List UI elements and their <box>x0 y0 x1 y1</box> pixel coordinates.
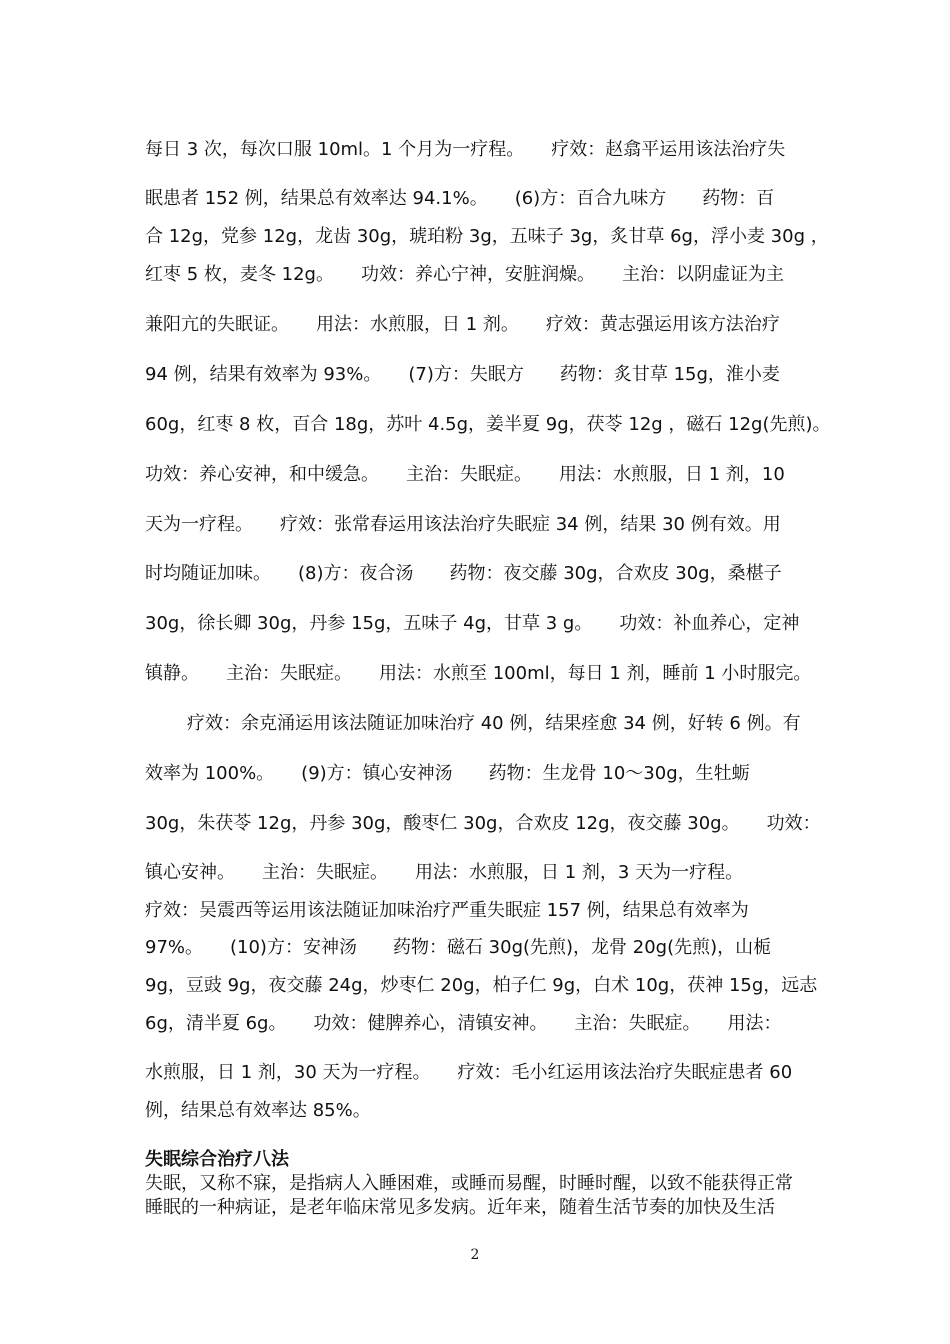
text-line: 疗效：余克涌运用该法随证加味治疗 40 例，结果痊愈 34 例，好转 6 例。有 <box>187 713 801 734</box>
text-line: 97%。 (10)方：安神汤 药物：磁石 30g(先煎)，龙骨 20g(先煎)，山栀 <box>145 937 772 958</box>
text-line: 每日 3 次，每次口服 10ml。1 个月为一疗程。 疗效：赵翕平运用该法治疗失 <box>145 139 786 160</box>
text-line: 效率为 100%。 (9)方：镇心安神汤 药物：生龙骨 10～30g，生牡蛎 <box>145 763 750 784</box>
text-line: 功效：养心安神，和中缓急。 主治：失眠症。 用法：水煎服，日 1 剂，10 <box>145 464 785 485</box>
text-line: 合 12g，党参 12g，龙齿 30g，琥珀粉 3g，五味子 3g，炙甘草 6g，浮小麦 30g ， <box>145 226 829 247</box>
text-line: 30g，徐长卿 30g，丹参 15g，五味子 4g，甘草 3 g。 功效：补血养心，定神 <box>145 613 800 634</box>
text-line: 94 例，结果有效率为 93%。 (7)方：失眠方 药物：炙甘草 15g，淮小麦 <box>145 364 780 385</box>
text-line: 失眠，又称不寐，是指病人入睡困难，或睡而易醒，时睡时醒，以致不能获得正常 <box>145 1173 793 1194</box>
text-line: 天为一疗程。 疗效：张常春运用该法治疗失眠症 34 例，结果 30 例有效。用 <box>145 514 781 535</box>
text-line: 60g，红枣 8 枚，百合 18g，苏叶 4.5g，姜半夏 9g，茯苓 12g ，磁石 12g(先煎)。 <box>145 414 831 435</box>
text-line: 镇静。 主治：失眠症。 用法：水煎至 100ml，每日 1 剂，睡前 1 小时服完。 <box>145 663 812 684</box>
text-line: 30g，朱茯苓 12g，丹参 30g，酸枣仁 30g，合欢皮 12g，夜交藤 30g。 功效： <box>145 813 821 834</box>
text-line: 红枣 5 枚，麦冬 12g。 功效：养心宁神，安脏润燥。 主治：以阴虚证为主 <box>145 264 784 285</box>
section-heading: 失眠综合治疗八法 <box>145 1149 289 1170</box>
text-line: 6g，清半夏 6g。 功效：健脾养心，清镇安神。 主治：失眠症。 用法： <box>145 1013 782 1034</box>
text-line: 睡眠的一种病证，是老年临床常见多发病。近年来，随着生活节奏的加快及生活 <box>145 1197 775 1218</box>
text-line: 眠患者 152 例，结果总有效率达 94.1%。 (6)方：百合九味方 药物：百 <box>145 188 775 209</box>
text-line: 时均随证加味。 (8)方：夜合汤 药物：夜交藤 30g，合欢皮 30g，桑椹子 <box>145 563 782 584</box>
text-line: 9g，豆豉 9g，夜交藤 24g，炒枣仁 20g，柏子仁 9g，白术 10g，茯神 15g，远志 <box>145 975 818 996</box>
text-line: 镇心安神。 主治：失眠症。 用法：水煎服，日 1 剂，3 天为一疗程。 <box>145 862 744 883</box>
text-line: 兼阳亢的失眠证。 用法：水煎服，日 1 剂。 疗效：黄志强运用该方法治疗 <box>145 314 780 335</box>
page-number: 2 <box>470 1247 480 1263</box>
text-line: 例，结果总有效率达 85%。 <box>145 1100 371 1121</box>
text-line: 水煎服，日 1 剂，30 天为一疗程。 疗效：毛小红运用该法治疗失眠症患者 60 <box>145 1062 793 1083</box>
text-line: 疗效：吴震西等运用该法随证加味治疗严重失眠症 157 例，结果总有效率为 <box>145 900 749 921</box>
